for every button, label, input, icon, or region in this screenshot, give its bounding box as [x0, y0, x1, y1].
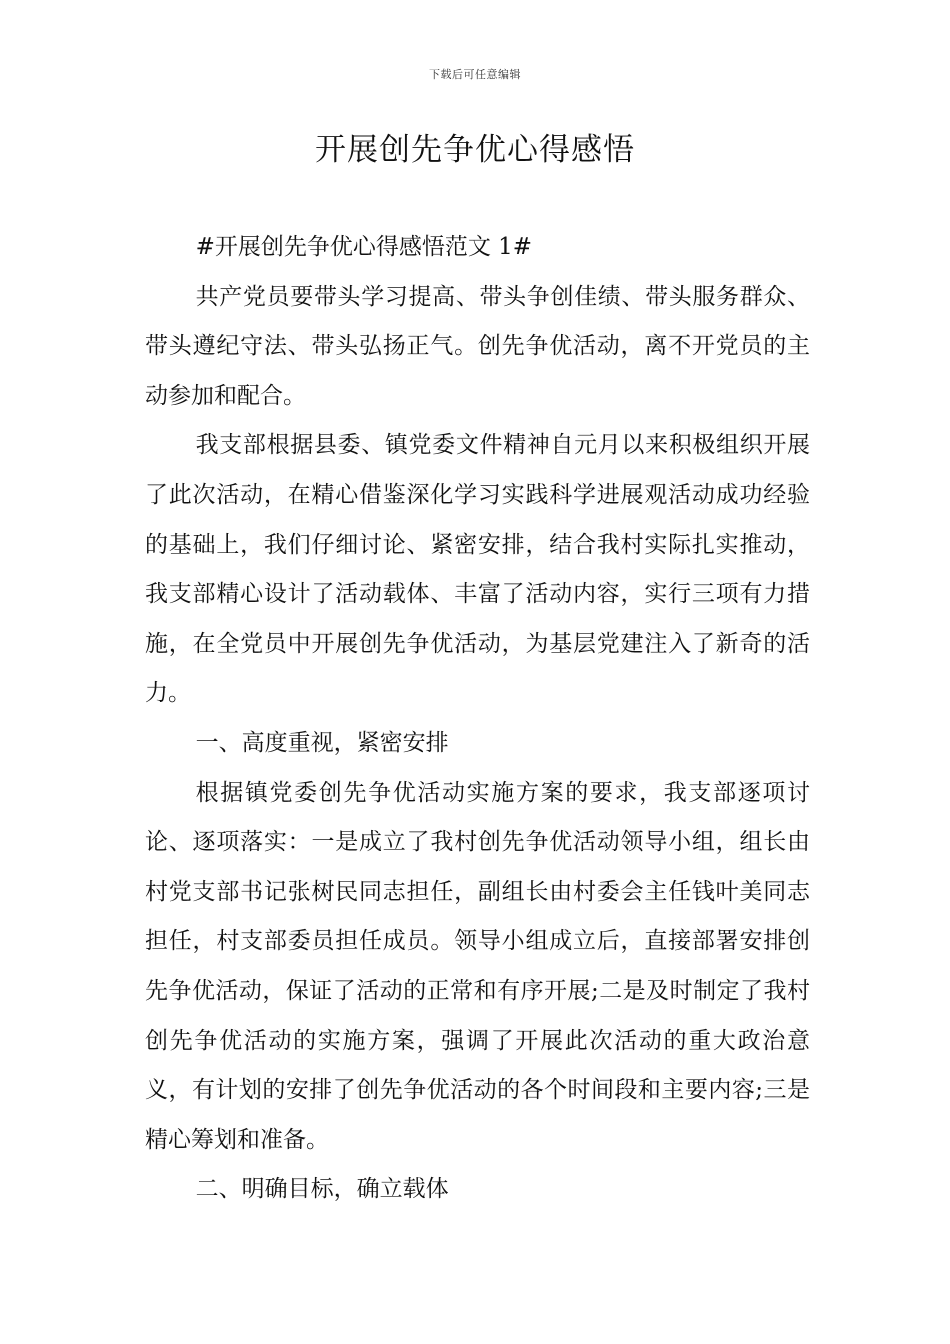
section-marker: #开展创先争优心得感悟范文 1# — [195, 234, 533, 260]
document-body — [145, 223, 810, 1215]
section-heading-1: 一、高度重视，紧密安排 — [195, 729, 449, 756]
header-note: 下载后可任意编辑 — [429, 68, 521, 81]
paragraph-intro: 共产党员要带头学习提高、带头争创佳绩、带头服务群众、带头遵纪守法、带头弘扬正气。创先争优活动，离不开党员的主动参加和配合。 — [145, 283, 810, 409]
section-heading-2: 二、明确目标，确立载体 — [195, 1176, 449, 1203]
document-title: 开展创先争优心得感悟 — [315, 132, 635, 168]
paragraph-measures: 根据镇党委创先争优活动实施方案的要求，我支部逐项讨论、逐项落实：一是成立了我村创先争优活动领导小组，组长由村党支部书记张树民同志担任，副组长由村委会主任钱叶美同志担任，村支部委员担任成员。领导小组成立后，直接部署安排创先争优活动，保证了活动的正常和有序开展;二是及时制定了我村创先争优活动的实施方案，强调了开展此次活动的重大政治意义，有计划的安排了创先争优活动的各个时间段和主要内容;三是精心筹划和准备。 — [145, 779, 810, 1153]
paragraph-background: 我支部根据县委、镇党委文件精神自元月以来积极组织开展了此次活动，在精心借鉴深化学习实践科学进展观活动成功经验的基础上，我们仔细讨论、紧密安排，结合我村实际扎实推动，我支部精心设计了活动载体、丰富了活动内容，实行三项有力措施，在全党员中开展创先争优活动，为基层党建注入了新奇的活力。 — [145, 432, 810, 707]
